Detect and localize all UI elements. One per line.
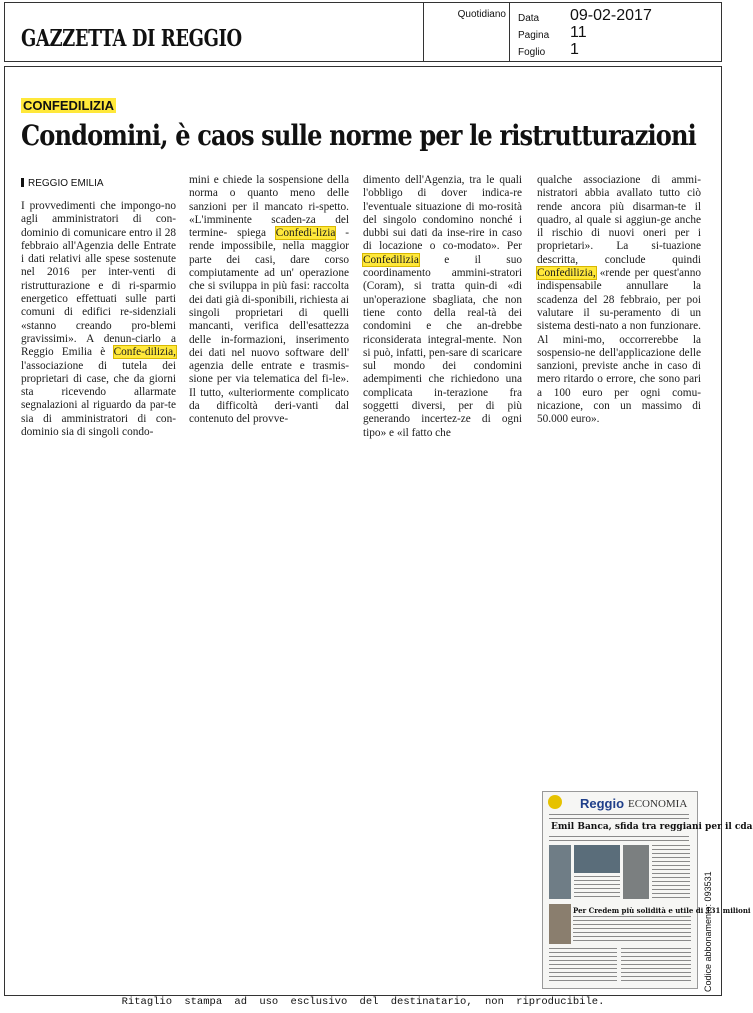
meta-row-date xyxy=(518,7,718,25)
column-text: I provvedimenti che impongo-no agli amministratori di con-dominio di comunicare entro il 28 febbraio all'Agenzia delle Entrate i dati relativi alle spese sostenute nel 2016 per inter-venti di ristrutturazione e di ri-sparmio energetico effettuati sulle parti comuni di edifici re-sidenziali «stanno creando pro-blemi gravissimi». A denun-ciarlo a Reggio Emilia è xyxy=(21,200,176,359)
masthead xyxy=(4,2,722,62)
column-text: «rende per quest'anno indispensabile annullare la scadenza del 28 febbraio, per poi valutare il su-peramento di un sistema desti-nato a non funzionare. Al mini-mo, occorrerebbe la sospensio-ne dell'applicazione delle sanzioni, previste anche in caso di mero ritardo o errore, che sono pari a 100 euro per ogni comu-nicazione, con un massimo di 50.000 euro». xyxy=(537,267,701,426)
text-lines xyxy=(621,948,691,984)
meta-label: Pagina xyxy=(518,30,550,41)
footer-disclaimer: Ritaglio stampa ad uso esclusivo del destinatario, non riproducibile. xyxy=(121,996,605,1008)
subscription-code: Codice abbonamento: 093531 xyxy=(703,871,713,992)
meta-label: Foglio xyxy=(518,47,546,58)
article-headline: Condomini, è caos sulle norme per le ristrutturazioni xyxy=(21,119,696,152)
text-lines xyxy=(574,876,620,899)
text-lines xyxy=(549,814,689,819)
column-text: l'associazione di tutela dei proprietari di case, che da giorni sta ricevendo allarmate segnalazioni al riguardo da par-te sia di amministratori di con-dominio sia di singoli condo- xyxy=(21,359,176,439)
publication-type: Quotidiano xyxy=(457,9,506,20)
highlight: Confedilizia, xyxy=(537,267,596,280)
dateline-text: REGGIO EMILIA xyxy=(28,178,104,189)
thumbnail-photo xyxy=(623,845,649,899)
article-column-1 xyxy=(21,200,176,439)
thumbnail-logo xyxy=(548,795,562,809)
article-kicker: CONFEDILIZIA xyxy=(23,98,114,113)
meta-row-sheet xyxy=(518,41,718,59)
column-text: - rende impossibile, nella maggior parte dei casi, dare corso compiutamente ad un' operazione che si sviluppa in più fasi: raccolta dei dati già di-sponibili, richiesta ai singoli proprietari di quelli mancanti, verifica dell'esattezza delle in-formazioni, inserimento dei dati nel nuovo software dell' agenzia delle entrate e trasmis-sione per via telematica del fi-le». Il tutto, «ulteriormente complicato da difficoltà deri-vanti dal contenuto del provve- xyxy=(189,227,349,426)
article-column-4 xyxy=(537,174,701,427)
meta-value: 1 xyxy=(570,41,579,58)
text-lines xyxy=(652,845,690,899)
text-lines xyxy=(549,836,689,842)
meta-label: Data xyxy=(518,13,540,24)
thumbnail-photo xyxy=(549,904,571,944)
thumbnail-photo xyxy=(549,845,571,899)
meta-value: 09-02-2017 xyxy=(570,7,652,24)
meta-box xyxy=(509,3,722,61)
highlight: Confedi-lizia xyxy=(275,227,336,240)
thumbnail-photo xyxy=(574,845,620,873)
meta-value: 11 xyxy=(570,24,587,41)
thumbnail-header xyxy=(546,795,692,813)
article-column-2 xyxy=(189,174,349,427)
thumbnail-title: Emil Banca, sfida tra reggiani per il cda xyxy=(551,822,753,832)
article-column-3 xyxy=(363,174,522,440)
thumbnail-section: Reggio xyxy=(580,796,625,811)
meta-row-page xyxy=(518,24,718,42)
article-dateline xyxy=(21,178,104,189)
column-text: qualche associazione di ammi-nistratori abbia avallato tutto ciò rende ancora più disarman-te il quadro, al quale si aggiun-ge anche il rischio di nuovi oneri per i proprietari». La si-tuazione descritta, conclude quindi xyxy=(537,174,701,266)
bullet-marker xyxy=(21,178,24,187)
text-lines xyxy=(573,916,691,944)
column-text: e il suo coordinamento ammini-stratori (Coram), si tratta quin-di «di un'operazione sbagliata, che non tiene conto della real-tà dei condomini e che an-drebbe riconsiderata integral-mente. Non si può, infatti, pen-sare di scaricare sul mondo dei condomini adempimenti che richiedono una complicata in-terazione fra soggetti diversi, per di più generando incertez-ze di ogni tipo» e «il fatto che xyxy=(363,253,522,439)
newspaper-logo: GAZZETTA DI REGGIO xyxy=(21,25,242,52)
highlight: Confedilizia xyxy=(363,253,419,266)
thumbnail-title-2: Per Credem più solidità e utile di 131 milioni xyxy=(573,906,751,915)
column-text: dimento dell'Agenzia, tra le quali l'obbligo di dover indica-re l'eventuale situazione di mo-rosità del singolo condomino nonché i dubbi sui dati da inse-rire in caso di locazione o co-modato». Per xyxy=(363,174,522,253)
text-lines xyxy=(549,948,617,984)
publication-type-box xyxy=(423,3,510,61)
highlight: Confe-dilizia, xyxy=(113,346,176,359)
column-text: mini e chiede la sospensione della norma o quanto meno delle sanzioni per il mancato ri-spetto. «L'imminente scaden-za del termine- spiega xyxy=(189,174,349,240)
thumbnail-section-sub: ECONOMIA xyxy=(628,798,688,810)
